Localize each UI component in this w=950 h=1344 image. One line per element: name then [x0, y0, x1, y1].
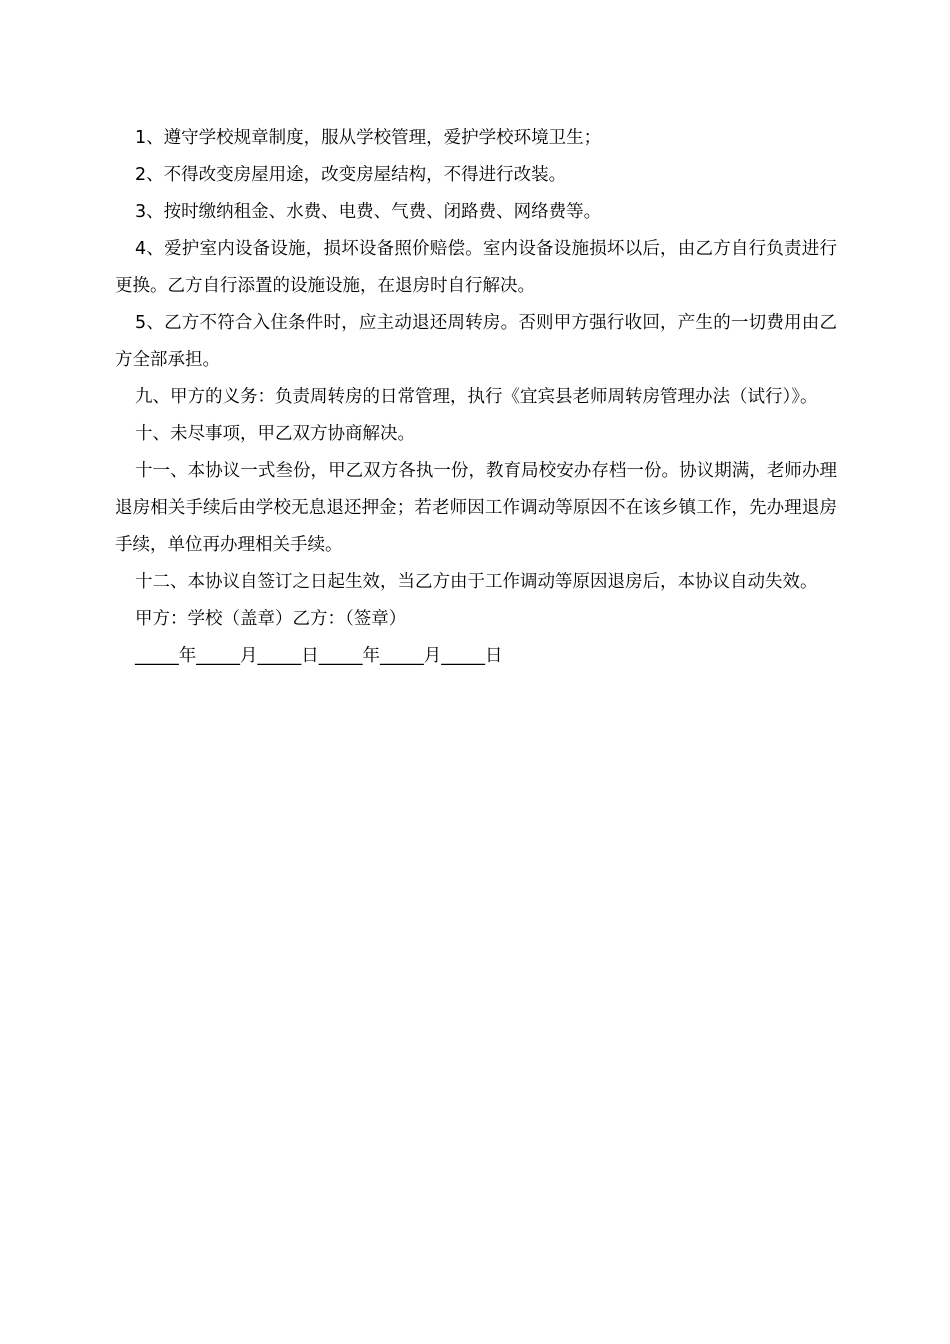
clause-1-paragraph: 1、遵守学校规章制度，服从学校管理，爱护学校环境卫生；: [135, 128, 602, 148]
article-11-paragraph: 十一、本协议一式叁份，甲乙双方各执一份，教育局校安办存档一份。协议期满，老师办理退房相关手续后由学校无息退还押金；若老师因工作调动等原因不在该乡镇工作，先办理退房手续，单位再办理相关手续。: [115, 461, 837, 555]
date-line: _____年_____月_____日_____年_____月_____日: [135, 646, 503, 666]
clause-3-paragraph: 3、按时缴纳租金、水费、电费、气费、闭路费、网络费等。: [135, 202, 602, 222]
article-12-paragraph: 十二、本协议自签订之日起生效，当乙方由于工作调动等原因退房后，本协议自动失效。: [135, 572, 818, 592]
article-10-paragraph: 十、未尽事项，甲乙双方协商解决。: [135, 424, 415, 444]
clause-2-paragraph: 2、不得改变房屋用途，改变房屋结构，不得进行改装。: [135, 165, 567, 185]
article-9-paragraph: 九、甲方的义务：负责周转房的日常管理，执行《宜宾县老师周转房管理办法（试行）》。: [135, 387, 818, 407]
clause-4-paragraph: 4、爱护室内设备设施，损坏设备照价赔偿。室内设备设施损坏以后，由乙方自行负责进行更换。乙方自行添置的设施设施，在退房时自行解决。: [115, 239, 837, 296]
signature-line: 甲方：学校（盖章）乙方：（签章）: [135, 609, 407, 629]
document-body: [115, 120, 837, 675]
clause-5-paragraph: 5、乙方不符合入住条件时，应主动退还周转房。否则甲方强行收回，产生的一切费用由乙方全部承担。: [115, 313, 837, 370]
